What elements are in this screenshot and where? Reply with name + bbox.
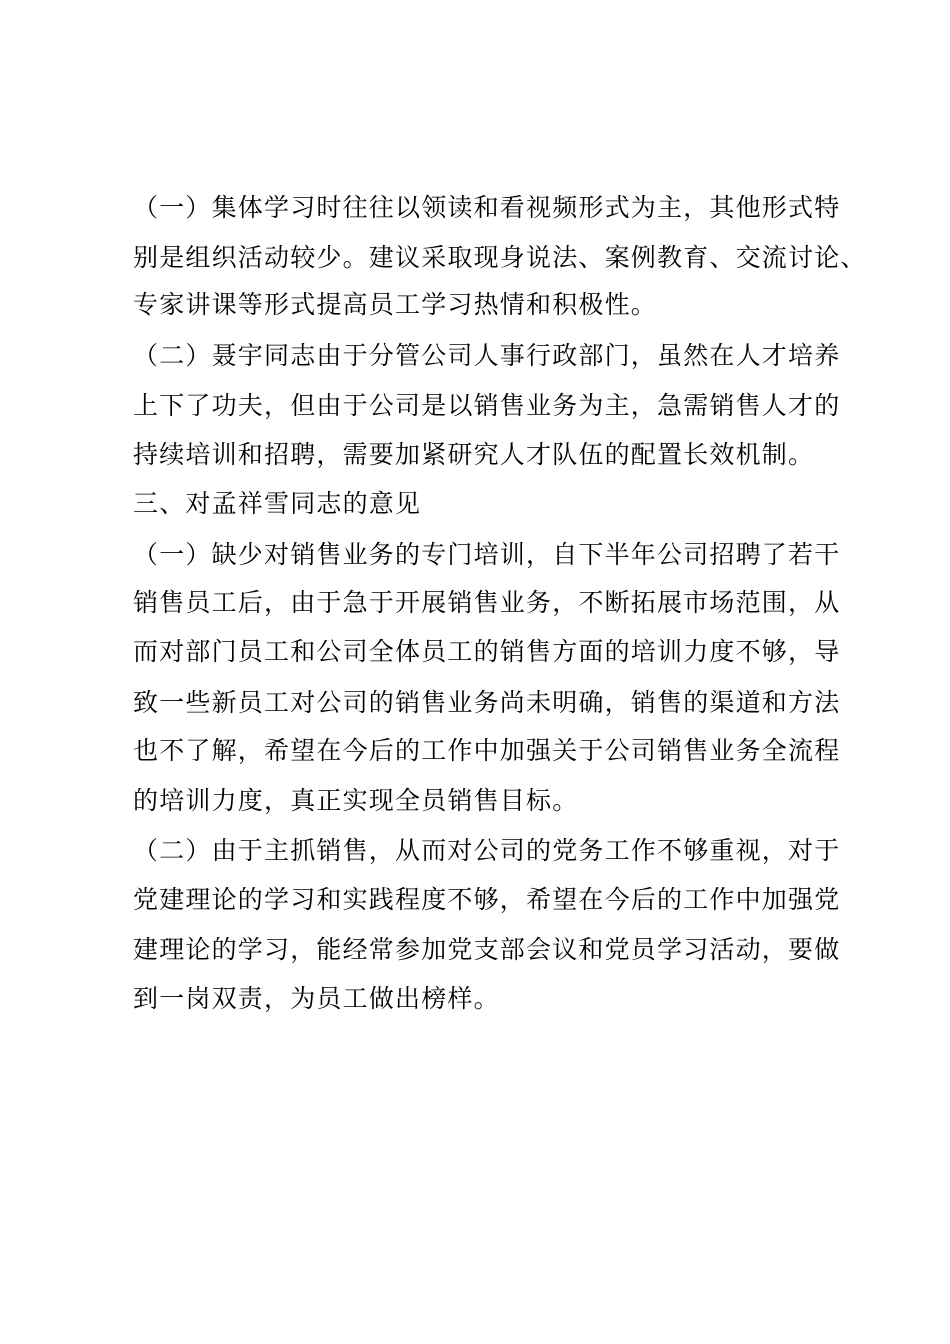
text-line: 党建理论的学习和实践程度不够，希望在今后的工作中加强党: [133, 885, 841, 914]
text-line: （二）聂宇同志由于分管公司人事行政部门，虽然在人才培养: [133, 341, 841, 370]
text-line: 持续培训和招聘，需要加紧研究人才队伍的配置长效机制。: [133, 440, 815, 469]
text-line: 别是组织活动较少。建议采取现身说法、案例教育、交流讨论、: [133, 243, 867, 272]
text-line: 而对部门员工和公司全体员工的销售方面的培训力度不够，导: [133, 637, 841, 666]
text-line: （二）由于主抓销售，从而对公司的党务工作不够重视，对于: [133, 836, 841, 865]
text-line: 专家讲课等形式提高员工学习热情和积极性。: [133, 290, 658, 319]
text-line: 的培训力度，真正实现全员销售目标。: [133, 786, 579, 815]
text-line: 也不了解，希望在今后的工作中加强关于公司销售业务全流程: [133, 736, 841, 765]
section-heading: 三、对孟祥雪同志的意见: [133, 489, 422, 518]
text-line: 销售员工后，由于急于开展销售业务，不断拓展市场范围，从: [133, 588, 841, 617]
text-line: 到一岗双责，为员工做出榜样。: [133, 984, 500, 1013]
text-line: （一）集体学习时往往以领读和看视频形式为主，其他形式特: [133, 193, 841, 222]
text-line: 建理论的学习，能经常参加党支部会议和党员学习活动，要做: [133, 935, 841, 964]
text-line: 致一些新员工对公司的销售业务尚未明确，销售的渠道和方法: [133, 688, 841, 717]
text-line: （一）缺少对销售业务的专门培训，自下半年公司招聘了若干: [133, 540, 841, 569]
text-line: 上下了功夫，但由于公司是以销售业务为主，急需销售人才的: [133, 391, 841, 420]
